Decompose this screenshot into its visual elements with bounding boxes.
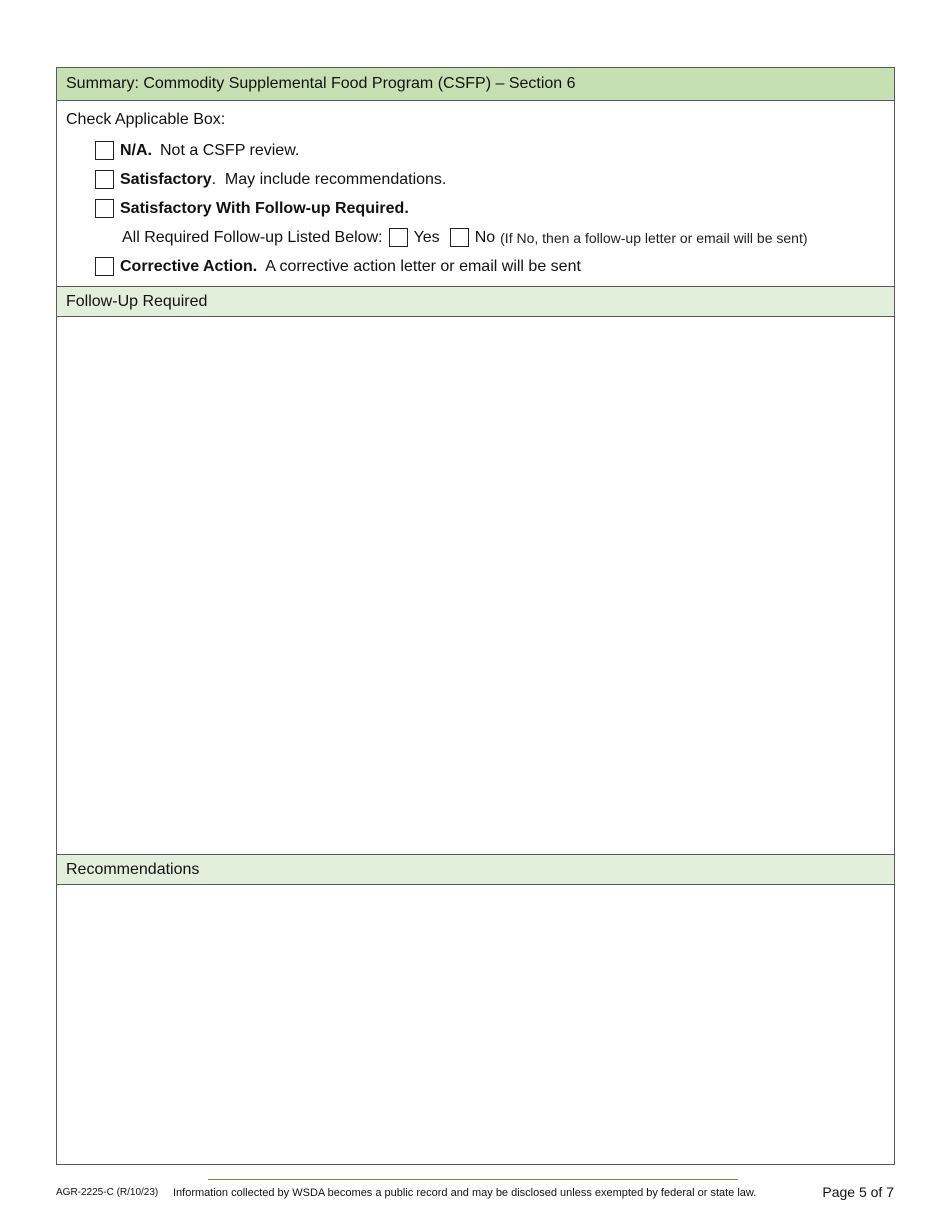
csfp-summary-form — [56, 67, 895, 1165]
option-na — [95, 141, 299, 160]
na-text: Not a CSFP review. — [160, 141, 300, 159]
option-satisfactory — [95, 170, 446, 189]
no-checkbox[interactable] — [450, 228, 469, 247]
check-intro: Check Applicable Box: — [66, 111, 226, 128]
satisfactory-followup-checkbox[interactable] — [95, 199, 114, 218]
followup-header: Follow-Up Required — [57, 286, 894, 317]
recommendations-text-area[interactable] — [57, 885, 894, 1164]
no-note: (If No, then a follow-up letter or email will be sent) — [500, 229, 808, 246]
public-record-notice: Information collected by WSDA becomes a public record and may be disclosed unless exempted by federal or state law. — [173, 1187, 757, 1199]
followup-text-area[interactable] — [57, 317, 894, 854]
section-title: Summary: Commodity Supplemental Food Program (CSFP) – Section 6 — [57, 68, 894, 101]
satisfactory-text: . May include recommendations. — [211, 170, 447, 188]
option-satisfactory-followup — [95, 199, 409, 218]
yes-checkbox[interactable] — [389, 228, 408, 247]
na-label: N/A. — [120, 141, 152, 159]
na-checkbox[interactable] — [95, 141, 114, 160]
corrective-action-checkbox[interactable] — [95, 257, 114, 276]
satisfactory-label: Satisfactory — [120, 170, 212, 188]
followup-listed-row — [122, 228, 808, 247]
applicable-box-group — [57, 101, 894, 286]
page-number: Page 5 of 7 — [822, 1184, 894, 1200]
recommendations-header: Recommendations — [57, 854, 894, 885]
footer-divider — [208, 1179, 738, 1180]
form-code: AGR-2225-C (R/10/23) — [56, 1187, 159, 1198]
corrective-action-text: A corrective action letter or email will be sent — [265, 257, 581, 275]
option-corrective-action — [95, 257, 581, 276]
followup-listed-label: All Required Follow-up Listed Below: — [122, 228, 383, 246]
yes-label: Yes — [413, 228, 440, 246]
corrective-action-label: Corrective Action. — [120, 257, 258, 275]
satisfactory-followup-label: Satisfactory With Follow-up Required. — [120, 199, 409, 217]
no-label: No — [474, 228, 496, 246]
satisfactory-checkbox[interactable] — [95, 170, 114, 189]
